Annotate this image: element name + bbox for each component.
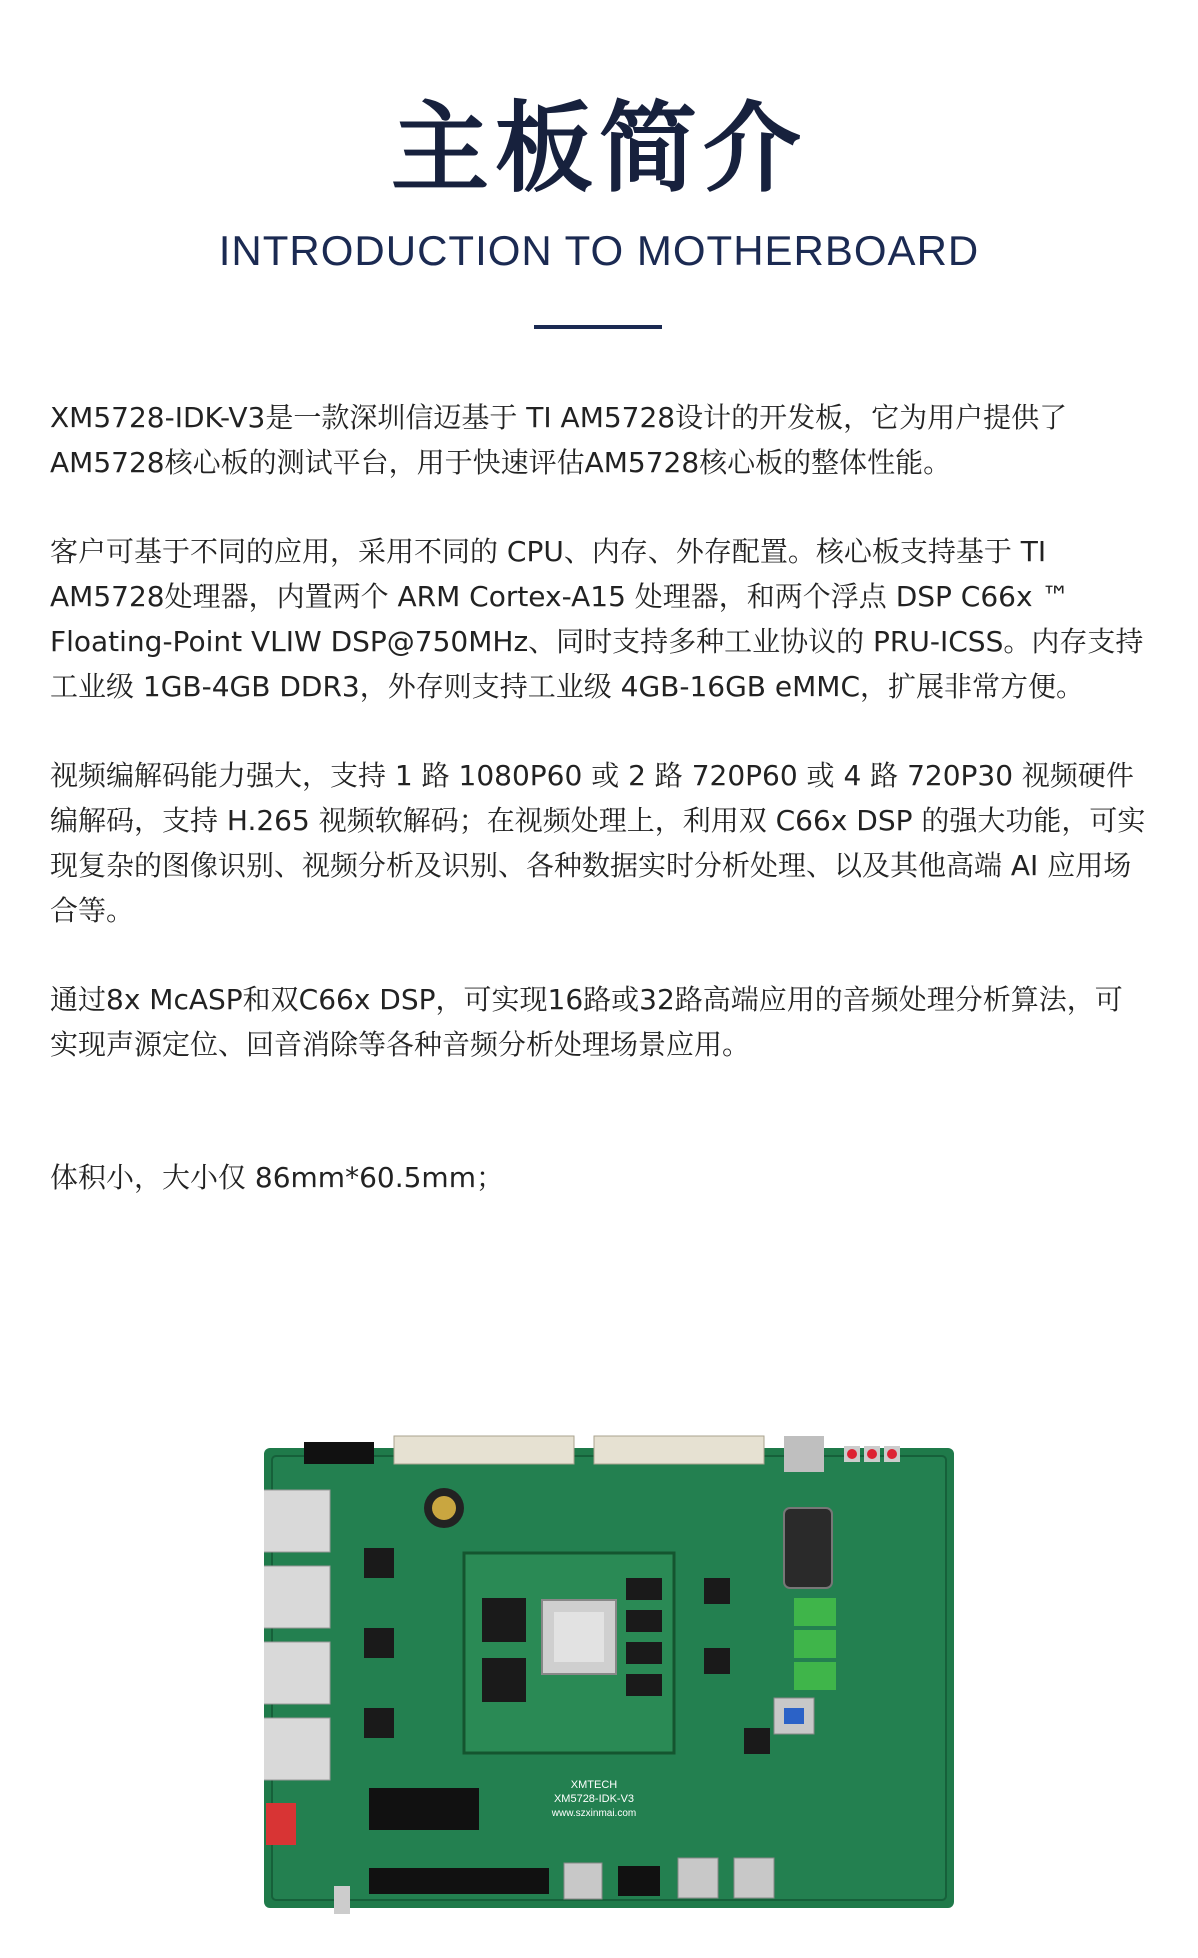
power-switch bbox=[334, 1886, 350, 1914]
page-title: 主板简介 bbox=[390, 92, 807, 206]
board-photo bbox=[264, 1428, 964, 1918]
usb2-port-1 bbox=[678, 1858, 718, 1898]
gpmc-header bbox=[369, 1868, 549, 1894]
title-divider bbox=[534, 325, 662, 329]
intro-paragraph-4: 通过8x McASP和双C66x DSP，可实现16路或32路高端应用的音频处理分析算法，可实现声源定位、回音消除等各种音频分析处理场景应用。 bbox=[50, 983, 1123, 1061]
board-brand: XMTECH bbox=[570, 1779, 618, 1791]
sd-slot bbox=[784, 1436, 824, 1472]
intro-paragraph-3: 视频编解码能力强大，支持 1 路 1080P60 或 2 路 720P60 或 4 路 720P30 视频硬件编解码，支持 H.265 视频软解码；在视频处理上，利用双 C66x DSP 的强大功能，可实现复杂的图像识别、视频分析及识别、各种数据实时分析处理、以及其他高端 AI 应用场合等。 bbox=[50, 759, 1146, 927]
reset-buttons bbox=[844, 1446, 900, 1462]
hdmi-port bbox=[564, 1863, 602, 1899]
usb2-port-2 bbox=[734, 1858, 774, 1898]
terminal-blocks bbox=[794, 1598, 836, 1690]
intro-paragraph-2: 客户可基于不同的应用，采用不同的 CPU、内存、外存配置。核心板支持基于 TI AM5728处理器，内置两个 ARM Cortex-A15 处理器，和两个浮点 DSP C66x ™ Floating-Point VLIW DSP@750MHz、同时支持多种工业协议的 PRU-ICSS。内存支持工业级 1GB-4GB DDR3，外存则支持工业级 4GB-16GB eMMC，扩展非常方便。 bbox=[50, 535, 1144, 703]
dip-switch bbox=[266, 1803, 296, 1845]
board-illustration bbox=[264, 1428, 964, 1918]
jtag-header bbox=[304, 1442, 374, 1464]
intro-paragraph-1: XM5728-IDK-V3是一款深圳信迈基于 TI AM5728设计的开发板，它为用户提供了AM5728核心板的测试平台，用于快速评估AM5728核心板的整体性能。 bbox=[50, 401, 1068, 479]
board-model: XM5728-IDK-V3 bbox=[553, 1793, 635, 1805]
board-url: www.szxinmai.com bbox=[551, 1808, 637, 1819]
page-subtitle: INTRODUCTION TO MOTHERBOARD bbox=[218, 227, 980, 274]
sata-port bbox=[618, 1866, 660, 1896]
pcie-slot bbox=[369, 1788, 479, 1830]
intro-content bbox=[50, 395, 1150, 1244]
io-expansion-header bbox=[394, 1436, 574, 1464]
serial-port bbox=[784, 1508, 832, 1588]
size-note: 体积小，大小仅 86mm*60.5mm； bbox=[50, 1161, 504, 1194]
camera-header bbox=[594, 1436, 764, 1464]
